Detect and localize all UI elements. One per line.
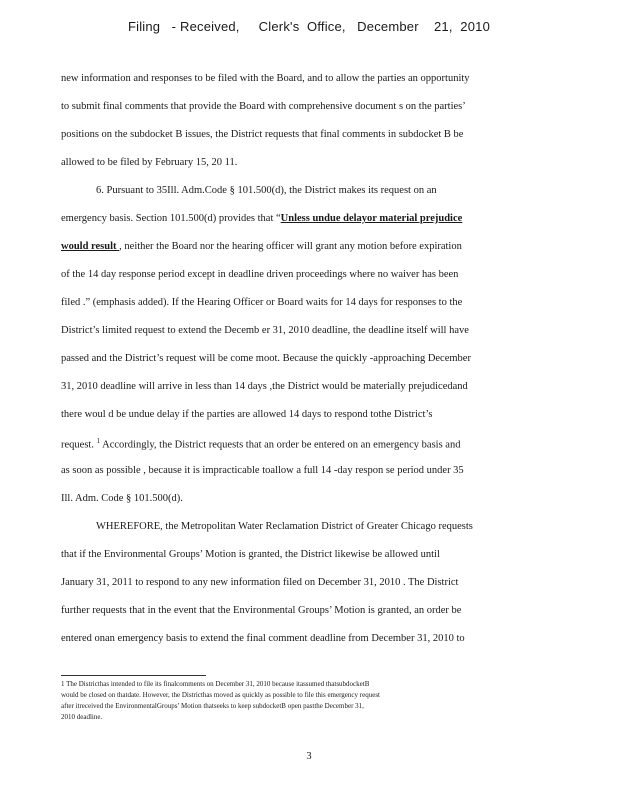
body-line-13: there woul d be undue delay if the parties are allowed 14 days to respond tothe District’s [61, 409, 433, 420]
body-line-10: District’s limited request to extend the Decemb er 31, 2010 deadline, the deadline itself will have [61, 325, 469, 336]
body-line-20: further requests that in the event that the Environmental Groups’ Motion is granted, an order be [61, 605, 462, 616]
line-14-start: request. [61, 439, 97, 451]
body-line-5: 6. Pursuant to 35Ill. Adm.Code § 101.500(d), the District makes its request on an [96, 185, 437, 196]
footnote-line-2: would be closed on thatdate. However, the Districthas moved as quickly as possible to file this emergency request [61, 691, 380, 699]
line-6-text: emergency basis. Section 101.500(d) provides that “ [61, 213, 281, 224]
body-line-12: 31, 2010 deadline will arrive in less than 14 days ,the District would be materially prejudicedand [61, 381, 468, 392]
body-line-16: Ill. Adm. Code § 101.500(d). [61, 493, 183, 504]
footnote-line-4: 2010 deadline. [61, 713, 103, 721]
body-line-15: as soon as possible , because it is impracticable toallow a full 14 -day respon se period under 35 [61, 465, 464, 476]
footnote-line-1: 1 The Districthas intended to file its finalcomments on December 31, 2010 because itassumed thatsubdocketB [61, 680, 370, 688]
footnote-reference: 1 [96, 437, 101, 445]
body-line-8: of the 14 day response period except in deadline driven proceedings where no waiver has been [61, 269, 459, 280]
line-7-text: , neither the Board nor the hearing officer will grant any motion before expiration [119, 241, 462, 252]
filing-header: Filing - Received, Clerk's Office, December 21, 2010 [127, 19, 491, 34]
emphasis-would-result: would result [61, 241, 120, 252]
body-line-19: January 31, 2011 to respond to any new information filed on December 31, 2010 . The District [61, 577, 459, 588]
body-line-2: to submit final comments that provide the Board with comprehensive document s on the parties’ [61, 101, 466, 112]
body-line-1: new information and responses to be filed with the Board, and to allow the parties an opportunity [61, 73, 470, 84]
page-number: 3 [306, 751, 312, 762]
body-line-7 [61, 241, 462, 252]
body-line-17: WHEREFORE, the Metropolitan Water Reclamation District of Greater Chicago requests [96, 521, 473, 532]
body-line-6 [61, 213, 462, 224]
body-line-3: positions on the subdocket B issues, the District requests that final comments in subdocket B be [61, 129, 464, 140]
footnote-line-3: after itreceived the EnvironmentalGroups’ Motion thatseeks to keep subdocketB open pastthe December 31, [61, 702, 364, 710]
footnote-separator [61, 675, 206, 676]
body-line-18: that if the Environmental Groups’ Motion is granted, the District likewise be allowed until [61, 549, 440, 560]
emphasis-unless-undue: Unless undue delayor material prejudice [280, 213, 463, 224]
body-line-14 [61, 437, 460, 451]
body-line-21: entered onan emergency basis to extend the final comment deadline from December 31, 2010 to [61, 633, 465, 644]
line-14-text: Accordingly, the District requests that an order be entered on an emergency basis and [100, 439, 461, 451]
body-line-11: passed and the District’s request will be come moot. Because the quickly -approaching December [61, 353, 471, 364]
body-line-4: allowed to be filed by February 15, 20 11. [61, 157, 238, 168]
body-line-9: filed .” (emphasis added). If the Hearing Officer or Board waits for 14 days for responses to the [61, 297, 463, 308]
